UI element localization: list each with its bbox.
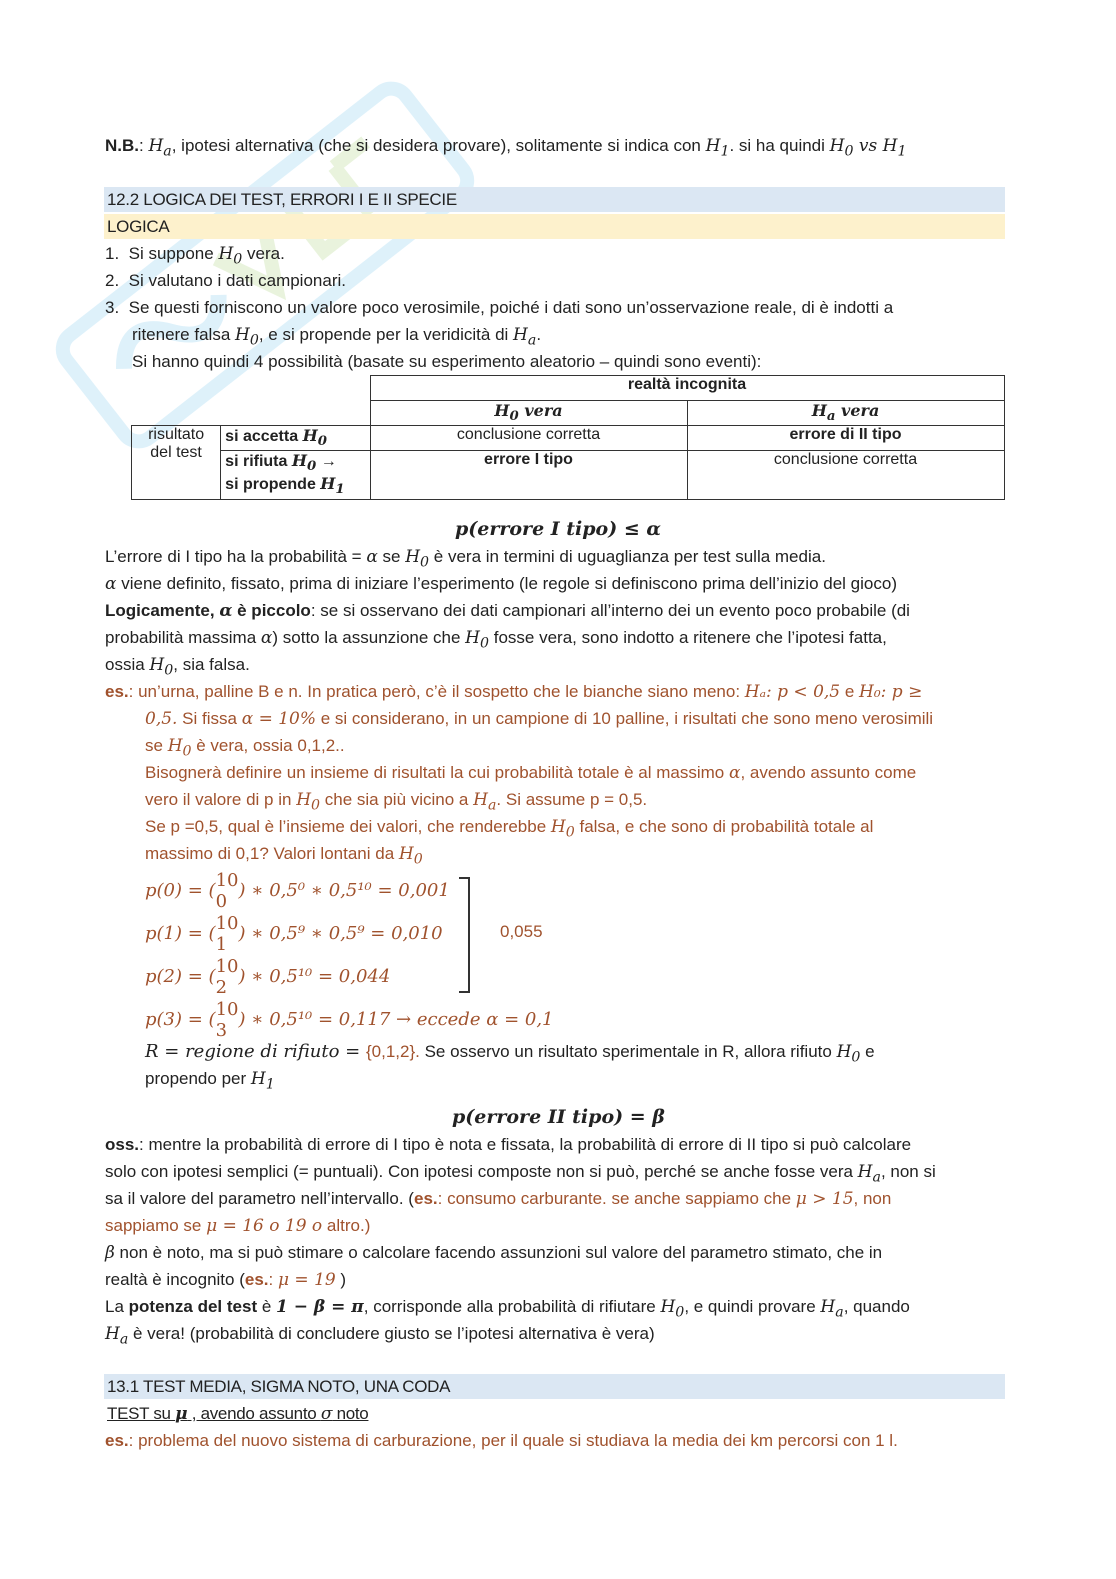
rejection-region-line: propendo per $H_1$	[145, 1069, 275, 1093]
list-item: 3. Se questi forniscono un valore poco verosimile, poiché i dati sono un’osservazione reale, di è indotti a	[105, 298, 894, 317]
nb-line: N.B.: $H_a$, ipotesi alternativa (che si desidera provare), solitamente si indica con $H_1$. si ha quindi $H_0$ vs $H_1$	[105, 136, 907, 160]
equation-p0: p(0) = (10 0) ∗ 0,5⁰ ∗ 0,5¹⁰ = 0,001	[145, 870, 450, 912]
paragraph-line: probabilità massima α) sotto la assunzione che $H_0$ fosse vera, sono indotto a ritenere che l’ipotesi fatta,	[105, 628, 887, 652]
example-line: Bisognerà definire un insieme di risultati la cui probabilità totale è al massimo α, avendo assunto come	[145, 763, 917, 783]
paragraph-line: $H_a$ è vera! (probabilità di concludere giusto se l’ipotesi alternativa è vera)	[105, 1324, 655, 1348]
section-title-12-2: 12.2 LOGICA DEI TEST, ERRORI I E II SPECIE	[107, 190, 457, 209]
example-line: es.: un’urna, palline B e n. In pratica però, c’è il sospetto che le bianche siano meno: Hₐ: p < 0,5 e H₀: p ≥	[105, 682, 923, 702]
table-row-rifiuta: si rifiuta $H_0$ → si propende $H_1$	[221, 451, 370, 500]
table-header-realta: realtà incognita	[370, 376, 1004, 401]
table-col-h0-vera: $H_0$ vera	[370, 401, 687, 426]
sum-bracket	[455, 876, 475, 994]
paragraph-line: L’errore di I tipo ha la probabilità = α se $H_0$ è vera in termini di uguaglianza per test sulla media.	[105, 547, 826, 571]
formula-error-type-2: p(errore II tipo) = β	[452, 1106, 665, 1128]
sum-value: 0,055	[500, 922, 543, 941]
paragraph-line: solo con ipotesi semplici (= puntuali). Con ipotesi composte non si può, perché se anche fosse vera $H_a$, non si	[105, 1162, 936, 1186]
decision-table	[131, 375, 1005, 500]
example-line: Se p =0,5, qual è l’insieme dei valori, che renderebbe $H_0$ falsa, e che sono di probabilità totale al	[145, 817, 874, 841]
table-cell: conclusione corretta	[370, 426, 687, 451]
example-line: 0,5. Si fissa α = 10% e si considerano, in un campione di 10 palline, i risultati che sono meno verosimili	[145, 709, 934, 729]
equation-p3: p(3) = (10 3) ∗ 0,5¹⁰ = 0,117 → eccede α = 0,1	[145, 999, 554, 1041]
rejection-region-line: R = regione di rifiuto = {0,1,2}. Se osservo un risultato sperimentale in R, allora rifiuto $H_0$ e	[145, 1041, 875, 1066]
table-cell: conclusione corretta	[687, 451, 1004, 500]
paragraph-line: realtà è incognito (es.: μ = 19 )	[105, 1270, 347, 1290]
example-line: se $H_0$ è vera, ossia 0,1,2..	[145, 736, 345, 760]
subsection-title-logica: LOGICA	[107, 217, 170, 236]
paragraph-line: Logicamente, α è piccolo: se si osservano dei dati campionari all’interno dei un evento poco probabile (di	[105, 601, 910, 621]
table-row-header-risultato: risultato del test	[132, 426, 221, 500]
list-item: 1. Si suppone $H_0$ vera.	[105, 244, 285, 268]
subsection-title-test-mu: TEST su μ , avendo assunto σ noto	[107, 1404, 369, 1424]
table-cell: errore di II tipo	[687, 426, 1004, 451]
example-line: massimo di 0,1? Valori lontani da $H_0$	[145, 844, 423, 868]
paragraph-line: β non è noto, ma si può stimare o calcolare facendo assunzioni sul valore del parametro stimato, che in	[105, 1243, 883, 1263]
table-row-accetta: si accetta $H_0$	[221, 426, 370, 451]
possibilities-text: Si hanno quindi 4 possibilità (basate su esperimento aleatorio – quindi sono eventi):	[132, 352, 762, 371]
paragraph-line: ossia $H_0$, sia falsa.	[105, 655, 250, 679]
formula-error-type-1: p(errore I tipo) ≤ α	[455, 518, 661, 540]
list-item: 2. Si valutano i dati campionari.	[105, 271, 346, 290]
nb-label: N.B.	[105, 136, 139, 155]
paragraph-line: La potenza del test è 1 − β = π, corrisponde alla probabilità di rifiutare $H_0$, e quindi provare $H_a$, quando	[105, 1297, 910, 1321]
table-cell: errore I tipo	[370, 451, 687, 500]
paragraph-line: oss.: mentre la probabilità di errore di I tipo è nota e fissata, la probabilità di errore di II tipo si può calcolare	[105, 1135, 912, 1154]
section-title-13-1: 13.1 TEST MEDIA, SIGMA NOTO, UNA CODA	[107, 1377, 451, 1396]
paragraph-line: sappiamo se μ = 16 o 19 o altro.)	[105, 1216, 371, 1236]
example-line: vero il valore di p in $H_0$ che sia più vicino a $H_a$. Si assume p = 0,5.	[145, 790, 648, 814]
paragraph-line: sa il valore del parametro nell’intervallo. (es.: consumo carburante. se anche sappiamo che μ > 15, non	[105, 1189, 892, 1209]
paragraph-line: α viene definito, fissato, prima di iniziare l’esperimento (le regole si definiscono prima dell’inizio del gioco)	[105, 574, 897, 594]
list-item-continuation: ritenere falsa $H_0$, e si propende per la veridicità di $H_a$.	[132, 325, 542, 349]
subsection-header-bar	[104, 214, 1005, 239]
equation-p1: p(1) = (10 1) ∗ 0,5⁹ ∗ 0,5⁹ = 0,010	[145, 913, 443, 955]
equation-p2: p(2) = (10 2) ∗ 0,5¹⁰ = 0,044	[145, 956, 391, 998]
example-line: es.: problema del nuovo sistema di carburazione, per il quale si studiava la media dei km percorsi con 1 l.	[105, 1431, 898, 1450]
table-col-ha-vera: $H_a$ vera	[687, 401, 1004, 426]
